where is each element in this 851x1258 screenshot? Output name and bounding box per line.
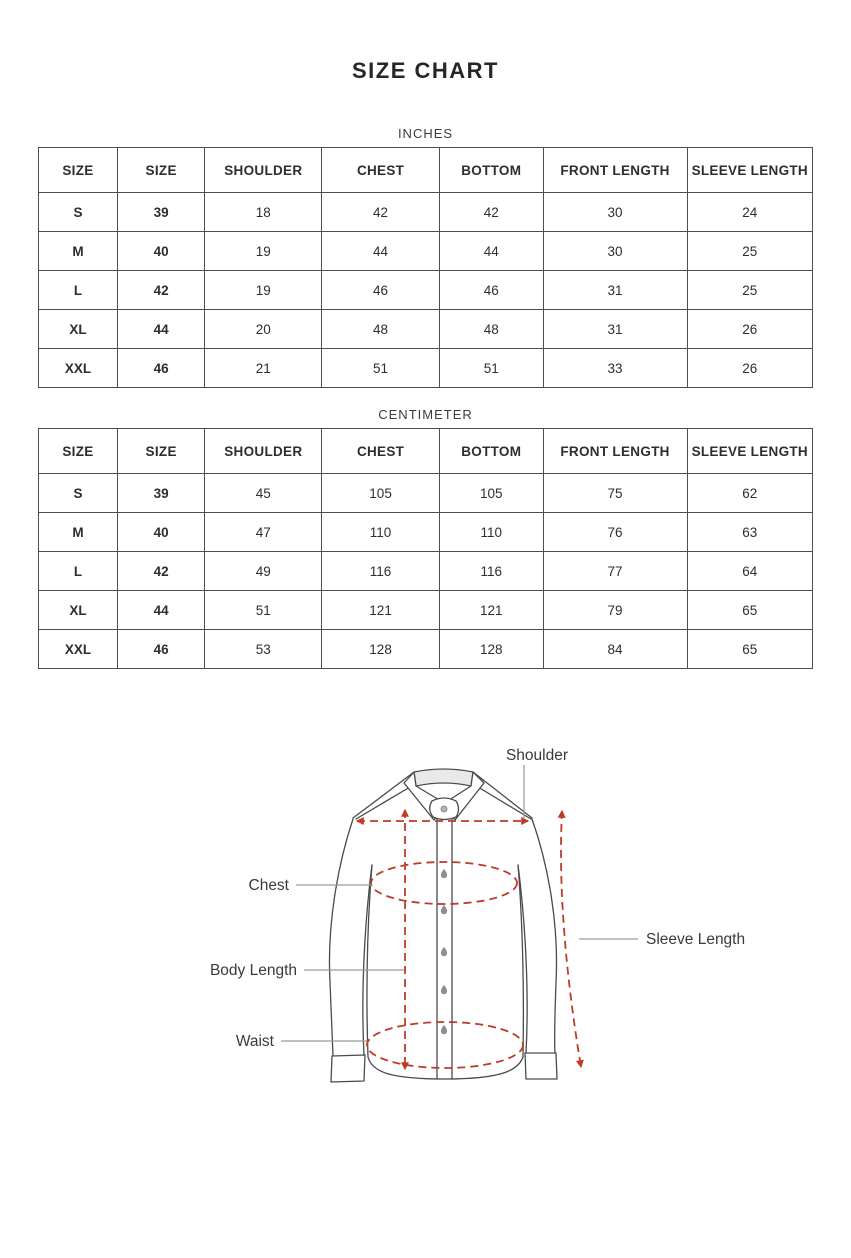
size-cell: M	[39, 232, 118, 271]
value-cell: 42	[439, 193, 543, 232]
measurement-lines	[357, 810, 581, 1069]
shoulder-label: Shoulder	[505, 747, 569, 764]
value-cell: 48	[322, 310, 440, 349]
table-row	[39, 513, 813, 552]
value-cell: 42	[117, 271, 204, 310]
column-header: SIZE	[39, 148, 118, 193]
value-cell: 51	[322, 349, 440, 388]
value-cell: 25	[687, 271, 812, 310]
table-row	[39, 591, 813, 630]
column-header: FRONT LENGTH	[543, 148, 687, 193]
table-row	[39, 310, 813, 349]
sleeve-length-measure-line	[561, 811, 581, 1067]
value-cell: 26	[687, 349, 812, 388]
table-row	[39, 552, 813, 591]
right-cuff	[525, 1053, 557, 1079]
column-header: SLEEVE LENGTH	[687, 148, 812, 193]
table-row	[39, 232, 813, 271]
page-title: SIZE CHART	[352, 58, 499, 83]
value-cell: 116	[439, 552, 543, 591]
value-cell: 24	[687, 193, 812, 232]
value-cell: 65	[687, 630, 812, 669]
column-header: CHEST	[322, 429, 440, 474]
table-row	[39, 271, 813, 310]
value-cell: 75	[543, 474, 687, 513]
value-cell: 30	[543, 193, 687, 232]
unit-label-centimeter: CENTIMETER	[378, 407, 473, 422]
value-cell: 121	[322, 591, 440, 630]
size-table-centimeter	[38, 428, 813, 669]
value-cell: 44	[117, 591, 204, 630]
size-cell: S	[39, 474, 118, 513]
left-cuff	[331, 1055, 365, 1082]
value-cell: 39	[117, 193, 204, 232]
value-cell: 53	[205, 630, 322, 669]
value-cell: 76	[543, 513, 687, 552]
value-cell: 25	[687, 232, 812, 271]
value-cell: 110	[322, 513, 440, 552]
column-header: BOTTOM	[439, 429, 543, 474]
value-cell: 46	[439, 271, 543, 310]
column-header: SIZE	[117, 429, 204, 474]
value-cell: 49	[205, 552, 322, 591]
size-cell: XXL	[39, 349, 118, 388]
value-cell: 33	[543, 349, 687, 388]
size-table-inches	[38, 147, 813, 388]
value-cell: 105	[439, 474, 543, 513]
value-cell: 105	[322, 474, 440, 513]
value-cell: 46	[117, 630, 204, 669]
value-cell: 20	[205, 310, 322, 349]
value-cell: 44	[117, 310, 204, 349]
column-header: SIZE	[117, 148, 204, 193]
column-header: CHEST	[322, 148, 440, 193]
value-cell: 77	[543, 552, 687, 591]
body-length-label: Body Length	[209, 962, 297, 979]
size-cell: M	[39, 513, 118, 552]
chest-measure-ellipse	[371, 862, 517, 904]
value-cell: 30	[543, 232, 687, 271]
header-row	[39, 148, 813, 193]
value-cell: 19	[205, 232, 322, 271]
value-cell: 44	[439, 232, 543, 271]
value-cell: 121	[439, 591, 543, 630]
unit-label-inches: INCHES	[397, 126, 454, 141]
column-header: BOTTOM	[439, 148, 543, 193]
column-header: FRONT LENGTH	[543, 429, 687, 474]
column-header: SLEEVE LENGTH	[687, 429, 812, 474]
size-cell: L	[39, 552, 118, 591]
column-header: SHOULDER	[205, 429, 322, 474]
collar	[404, 769, 484, 820]
column-header: SHOULDER	[205, 148, 322, 193]
value-cell: 62	[687, 474, 812, 513]
value-cell: 40	[117, 513, 204, 552]
shirt-measurement-diagram	[0, 707, 851, 1147]
waist-label: Waist	[235, 1033, 274, 1050]
table-row	[39, 349, 813, 388]
value-cell: 42	[117, 552, 204, 591]
column-header: SIZE	[39, 429, 118, 474]
value-cell: 84	[543, 630, 687, 669]
value-cell: 64	[687, 552, 812, 591]
value-cell: 46	[322, 271, 440, 310]
table-row	[39, 474, 813, 513]
chest-label: Chest	[248, 877, 289, 894]
value-cell: 128	[322, 630, 440, 669]
value-cell: 31	[543, 271, 687, 310]
value-cell: 40	[117, 232, 204, 271]
value-cell: 18	[205, 193, 322, 232]
size-cell: S	[39, 193, 118, 232]
value-cell: 47	[205, 513, 322, 552]
table-row	[39, 193, 813, 232]
value-cell: 51	[439, 349, 543, 388]
size-cell: XL	[39, 310, 118, 349]
header-row	[39, 429, 813, 474]
value-cell: 19	[205, 271, 322, 310]
value-cell: 79	[543, 591, 687, 630]
table-row	[39, 630, 813, 669]
value-cell: 26	[687, 310, 812, 349]
value-cell: 31	[543, 310, 687, 349]
value-cell: 21	[205, 349, 322, 388]
value-cell: 39	[117, 474, 204, 513]
value-cell: 44	[322, 232, 440, 271]
value-cell: 128	[439, 630, 543, 669]
collar-button	[441, 806, 447, 812]
shirt-buttons	[441, 869, 447, 1035]
value-cell: 65	[687, 591, 812, 630]
value-cell: 110	[439, 513, 543, 552]
value-cell: 63	[687, 513, 812, 552]
value-cell: 51	[205, 591, 322, 630]
size-cell: L	[39, 271, 118, 310]
value-cell: 116	[322, 552, 440, 591]
value-cell: 42	[322, 193, 440, 232]
value-cell: 45	[205, 474, 322, 513]
sleeve-length-label: Sleeve Length	[646, 931, 746, 948]
value-cell: 48	[439, 310, 543, 349]
size-cell: XXL	[39, 630, 118, 669]
size-cell: XL	[39, 591, 118, 630]
value-cell: 46	[117, 349, 204, 388]
